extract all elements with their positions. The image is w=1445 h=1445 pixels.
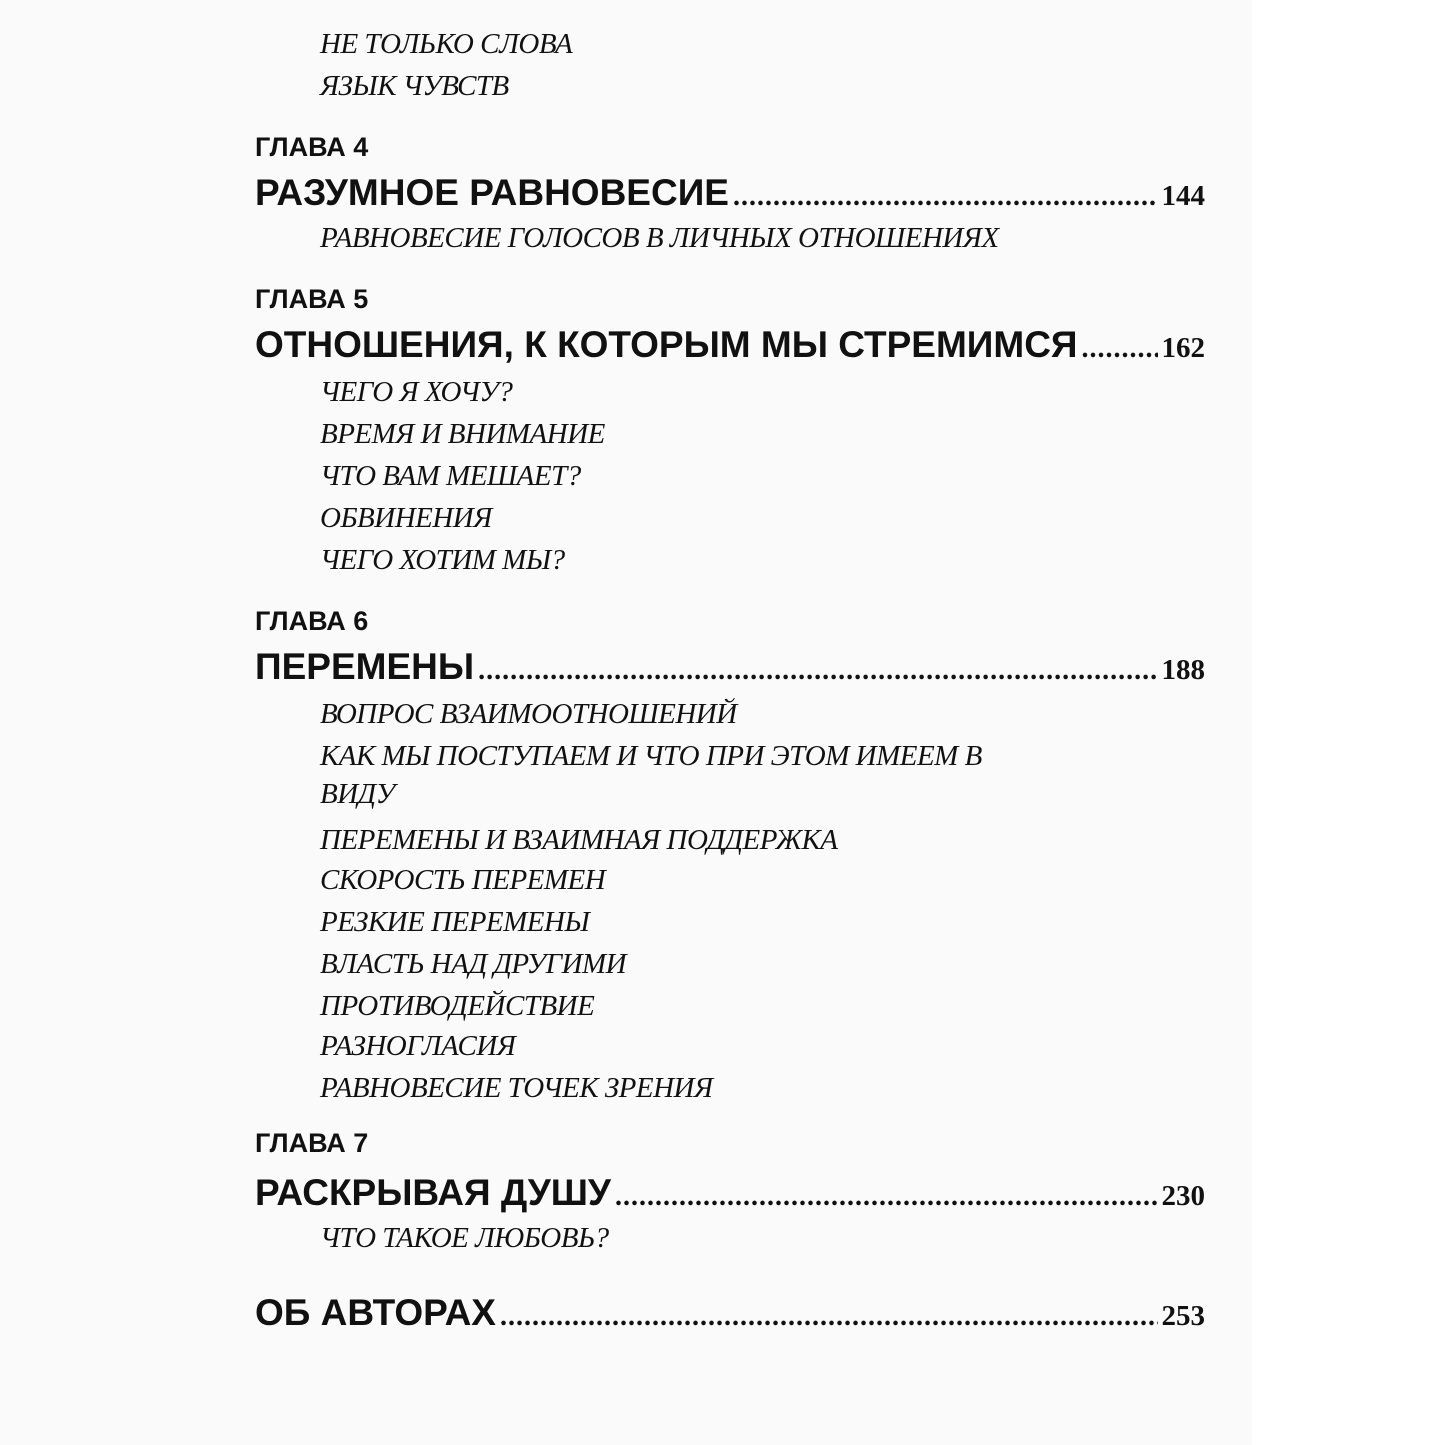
page-number: 188 (1161, 654, 1205, 686)
subsection-item: ВИДУ (320, 778, 395, 810)
subsection-item: РАВНОВЕСИЕ ТОЧЕК ЗРЕНИЯ (320, 1072, 713, 1104)
page-margin (1252, 0, 1445, 1445)
chapter-title: ПЕРЕМЕНЫ (255, 646, 475, 687)
page-number: 230 (1161, 1180, 1205, 1212)
chapter-label: ГЛАВА 6 (255, 606, 369, 636)
subsection-item: ЧТО ТАКОЕ ЛЮБОВЬ? (320, 1222, 609, 1254)
toc-entry (255, 172, 1205, 214)
dot-leader (615, 1181, 1158, 1213)
page-number: 162 (1161, 332, 1205, 364)
subsection-item: ЧЕГО ХОТИМ МЫ? (320, 544, 565, 576)
subsection-item: РАВНОВЕСИЕ ГОЛОСОВ В ЛИЧНЫХ ОТНОШЕНИЯХ (320, 222, 999, 254)
subsection-item: ЯЗЫК ЧУВСТВ (320, 70, 509, 102)
dot-leader (733, 181, 1158, 213)
toc-entry (255, 1172, 1205, 1214)
chapter-label: ГЛАВА 5 (255, 284, 369, 314)
dot-leader (478, 655, 1157, 687)
dot-leader (500, 1301, 1158, 1333)
subsection-item: ВРЕМЯ И ВНИМАНИЕ (320, 418, 605, 450)
subsection-item: ЧЕГО Я ХОЧУ? (320, 376, 513, 408)
subsection-item: ЧТО ВАМ МЕШАЕТ? (320, 460, 581, 492)
chapter-label: ГЛАВА 4 (255, 132, 369, 162)
page-number: 144 (1161, 180, 1205, 212)
subsection-item: ВОПРОС ВЗАИМООТНОШЕНИЙ (320, 698, 737, 730)
toc-entry (255, 324, 1205, 366)
subsection-item: ПРОТИВОДЕЙСТВИЕ (320, 990, 595, 1022)
chapter-title: ОТНОШЕНИЯ, К КОТОРЫМ МЫ СТРЕМИМСЯ (255, 324, 1078, 365)
chapter-label: ГЛАВА 7 (255, 1128, 369, 1158)
about-authors-title: ОБ АВТОРАХ (255, 1292, 496, 1333)
subsection-item: НЕ ТОЛЬКО СЛОВА (320, 28, 573, 60)
subsection-item: ПЕРЕМЕНЫ И ВЗАИМНАЯ ПОДДЕРЖКА (320, 824, 838, 856)
subsection-item: СКОРОСТЬ ПЕРЕМЕН (320, 864, 606, 896)
page-number: 253 (1161, 1300, 1205, 1332)
subsection-item: РЕЗКИЕ ПЕРЕМЕНЫ (320, 906, 590, 938)
subsection-item: ОБВИНЕНИЯ (320, 502, 492, 534)
chapter-title: РАСКРЫВАЯ ДУШУ (255, 1172, 611, 1213)
subsection-item: ВЛАСТЬ НАД ДРУГИМИ (320, 948, 627, 980)
dot-leader (1082, 333, 1158, 365)
chapter-title: РАЗУМНОЕ РАВНОВЕСИЕ (255, 172, 729, 213)
subsection-item: РАЗНОГЛАСИЯ (320, 1030, 516, 1062)
toc-entry (255, 646, 1205, 688)
subsection-item: КАК МЫ ПОСТУПАЕМ И ЧТО ПРИ ЭТОМ ИМЕЕМ В (320, 740, 982, 772)
toc-entry (255, 1292, 1205, 1334)
